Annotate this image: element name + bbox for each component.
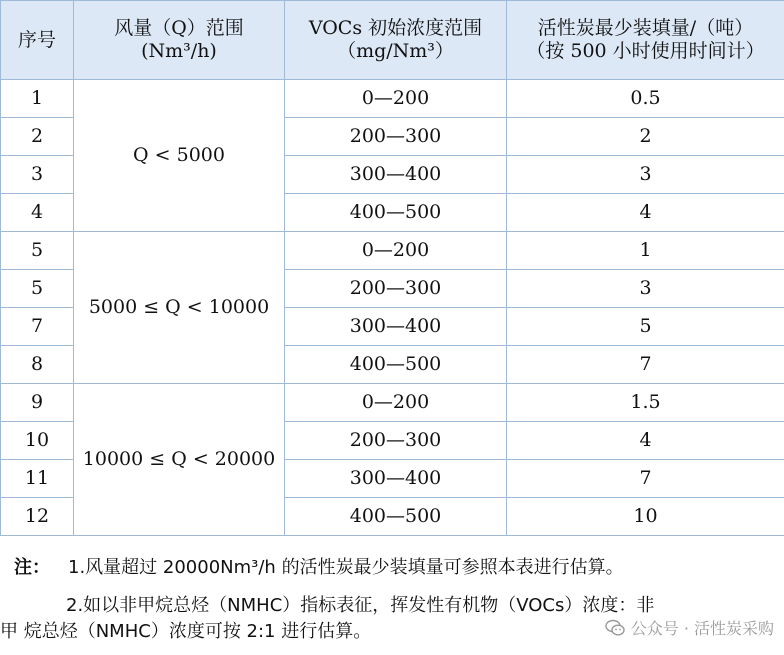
cell-airflow-range: Q < 5000: [74, 80, 285, 232]
cell-conc: 0—200: [285, 80, 507, 118]
cell-amount: 1: [507, 232, 784, 270]
cell-conc: 200—300: [285, 422, 507, 460]
cell-no: 12: [1, 498, 74, 536]
cell-amount: 0.5: [507, 80, 784, 118]
cell-no: 1: [1, 80, 74, 118]
cell-no: 4: [1, 194, 74, 232]
cell-amount: 10: [507, 498, 784, 536]
cell-conc: 200—300: [285, 270, 507, 308]
note-label: 注：: [14, 557, 50, 578]
cell-conc: 400—500: [285, 498, 507, 536]
table-row: [1, 80, 784, 118]
cell-no: 5: [1, 270, 74, 308]
cell-amount: 3: [507, 270, 784, 308]
table-row: [1, 232, 784, 270]
cell-amount: 3: [507, 156, 784, 194]
cell-no: 9: [1, 384, 74, 422]
cell-airflow-range: 5000 ≤ Q < 10000: [74, 232, 285, 384]
cell-no: 10: [1, 422, 74, 460]
cell-amount: 4: [507, 422, 784, 460]
table-notes: [0, 538, 784, 655]
cell-no: 8: [1, 346, 74, 384]
table-header-row: [1, 1, 784, 80]
wechat-icon: [605, 619, 625, 637]
header-airflow: 风量（Q）范围 (Nm³/h): [74, 1, 285, 80]
watermark: [605, 616, 774, 639]
cell-amount: 2: [507, 118, 784, 156]
cell-conc: 300—400: [285, 460, 507, 498]
table-row: [1, 384, 784, 422]
note-line-1: 注： 1.风量超过 20000Nm³/h 的活性炭最少装填量可参照本表进行估算。: [14, 557, 624, 578]
cell-conc: 400—500: [285, 194, 507, 232]
watermark-text: 公众号 · 活性炭采购: [630, 619, 774, 638]
cell-conc: 0—200: [285, 232, 507, 270]
cell-no: 11: [1, 460, 74, 498]
cell-conc: 200—300: [285, 118, 507, 156]
cell-amount: 1.5: [507, 384, 784, 422]
cell-amount: 7: [507, 460, 784, 498]
cell-conc: 300—400: [285, 308, 507, 346]
cell-no: 2: [1, 118, 74, 156]
cell-no: 7: [1, 308, 74, 346]
cell-amount: 4: [507, 194, 784, 232]
cell-airflow-range: 10000 ≤ Q < 20000: [74, 384, 285, 536]
cell-conc: 400—500: [285, 346, 507, 384]
cell-no: 5: [1, 232, 74, 270]
header-index: 序号: [1, 1, 74, 80]
note-line-2: 2.如以非甲烷总烃（NMHC）指标表征，挥发性有机物（VOCs）浓度：非: [66, 595, 655, 616]
cell-amount: 7: [507, 346, 784, 384]
cell-amount: 5: [507, 308, 784, 346]
header-concentration: VOCs 初始浓度范围 （mg/Nm³）: [285, 1, 507, 80]
cell-conc: 0—200: [285, 384, 507, 422]
cell-no: 3: [1, 156, 74, 194]
cell-conc: 300—400: [285, 156, 507, 194]
header-carbon-amount: 活性炭最少装填量/（吨） （按 500 小时使用时间计）: [507, 1, 784, 80]
note-line-3: 甲 烷总烃（NMHC）浓度可按 2:1 进行估算。: [0, 621, 372, 642]
